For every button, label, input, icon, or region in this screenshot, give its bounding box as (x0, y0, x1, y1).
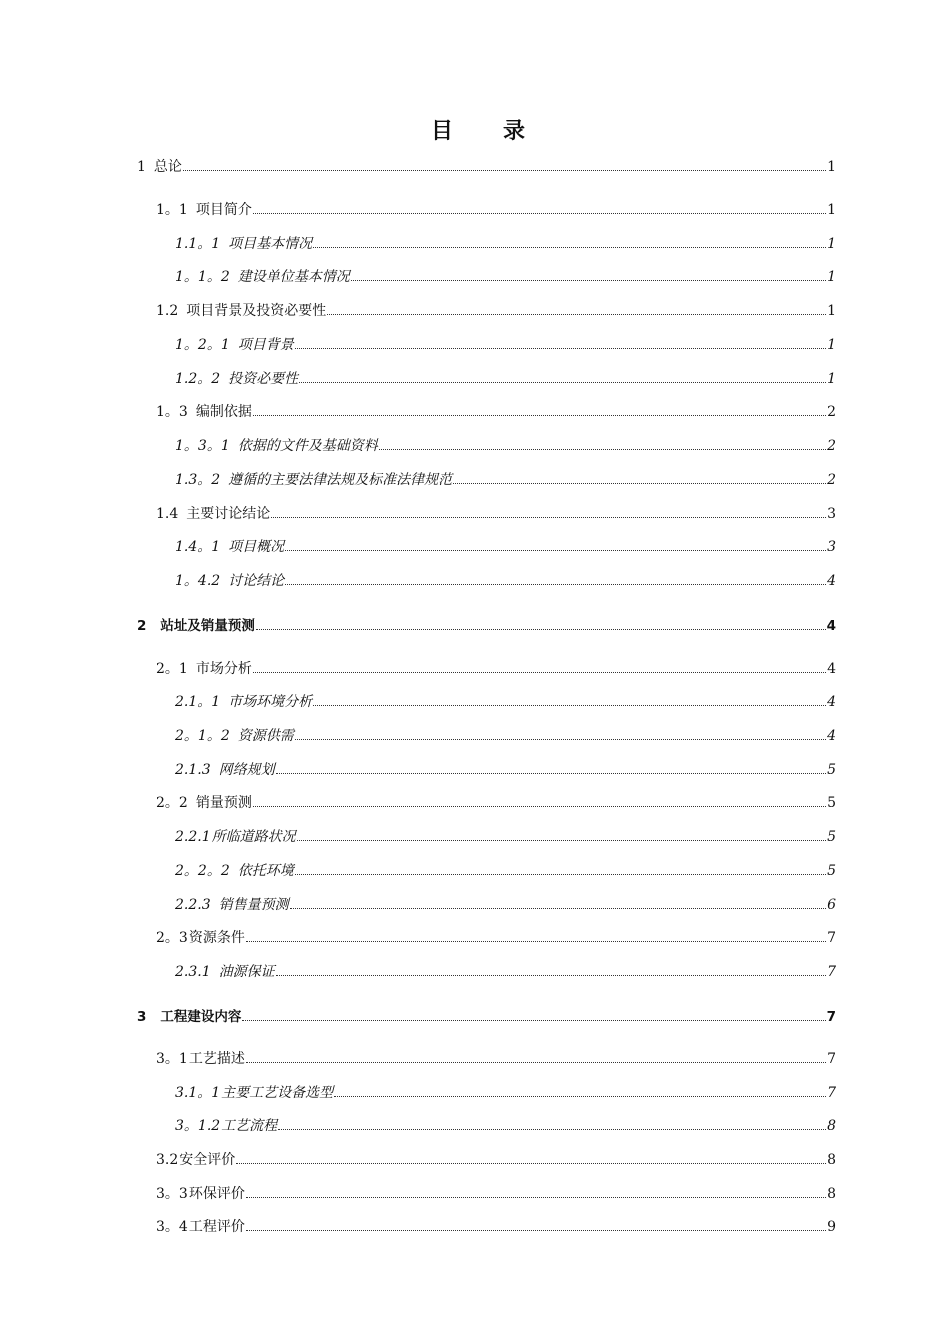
toc-entry-number: 2。3 (156, 930, 188, 946)
toc-entry-text: 项目背景 (237, 337, 294, 353)
toc-entry[interactable] (156, 300, 836, 322)
toc-entry[interactable] (175, 469, 836, 491)
toc-entry-page-number: 8 (827, 1186, 836, 1202)
toc-entry-text: 工程建设内容 (160, 1009, 242, 1025)
toc-entry-page-number: 8 (827, 1152, 836, 1168)
toc-entry-page-number: 9 (827, 1219, 836, 1235)
toc-entry-number: 1.4 (156, 506, 179, 522)
toc-entry[interactable] (156, 1216, 836, 1238)
toc-entry-text: 项目简介 (195, 202, 252, 218)
toc-entry-page-number: 1 (827, 337, 836, 353)
toc-entry-page-number: 4 (827, 728, 836, 744)
toc-entry-text: 工艺流程 (221, 1118, 278, 1134)
toc-entry-text: 站址及销量预测 (160, 618, 255, 634)
toc-entry-number: 2.1.3 (175, 762, 211, 778)
toc-dot-leader (313, 704, 826, 706)
toc-entry-page-number: 1 (827, 236, 836, 252)
toc-entry[interactable] (156, 1149, 836, 1171)
toc-dot-leader (246, 940, 826, 942)
toc-entry-text: 投资必要性 (228, 371, 299, 387)
toc-entry-page-number: 4 (826, 618, 836, 634)
toc-entry-page-number: 5 (827, 762, 836, 778)
toc-entry[interactable] (175, 368, 836, 390)
toc-entry-number: 2。2。2 (175, 863, 230, 879)
toc-entry-page-number: 1 (827, 202, 836, 218)
toc-entry-text: 建设单位基本情况 (237, 269, 350, 285)
toc-dot-leader (236, 1162, 826, 1164)
toc-entry[interactable] (156, 401, 836, 423)
toc-entry[interactable] (156, 1048, 836, 1070)
toc-entry-number: 1.2 (156, 303, 179, 319)
toc-dot-leader (183, 169, 826, 171)
toc-entry-number: 1 (137, 159, 146, 175)
toc-entry-text: 网络规划 (218, 762, 275, 778)
toc-dot-leader (453, 482, 826, 484)
toc-entry-page-number: 3 (827, 506, 836, 522)
toc-entry-page-number: 7 (827, 1085, 836, 1101)
toc-entry-number: 2.1。1 (175, 694, 221, 710)
toc-entry-text: 环保评价 (188, 1186, 245, 1202)
toc-dot-leader (299, 381, 826, 383)
toc-entry-page-number: 6 (827, 897, 836, 913)
toc-dot-leader (295, 347, 826, 349)
toc-entry[interactable] (175, 725, 836, 747)
toc-dot-leader (246, 1196, 826, 1198)
toc-dot-leader (327, 313, 826, 315)
toc-entry-page-number: 4 (827, 573, 836, 589)
toc-entry-page-number: 8 (827, 1118, 836, 1134)
toc-entry-number: 1。1。2 (175, 269, 230, 285)
toc-entry-number: 2.2.3 (175, 897, 211, 913)
toc-entry[interactable] (175, 691, 836, 713)
toc-entry-text: 项目基本情况 (228, 236, 313, 252)
toc-dot-leader (295, 738, 826, 740)
toc-entry-number: 3。4 (156, 1219, 188, 1235)
toc-entry[interactable] (175, 1115, 836, 1137)
toc-dot-leader (313, 246, 826, 248)
toc-entry-page-number: 7 (827, 964, 836, 980)
toc-entry[interactable] (156, 792, 836, 814)
toc-entry-page-number: 1 (827, 303, 836, 319)
toc-entry-text: 安全评价 (179, 1152, 236, 1168)
toc-entry-text: 依据的文件及基础资料 (237, 438, 378, 454)
toc-entry[interactable] (156, 199, 836, 221)
toc-entry-number: 1。3。1 (175, 438, 230, 454)
toc-entry[interactable] (137, 1005, 836, 1027)
toc-entry-number: 2 (137, 618, 147, 634)
toc-entry-text: 依托环境 (237, 863, 294, 879)
toc-entry-page-number: 3 (827, 539, 836, 555)
toc-entry-number: 1.1。1 (175, 236, 221, 252)
toc-dot-leader (351, 279, 826, 281)
toc-dot-leader (253, 414, 826, 416)
toc-entry-number: 1.2。2 (175, 371, 221, 387)
toc-entry[interactable] (175, 961, 836, 983)
toc-entry-page-number: 5 (827, 795, 836, 811)
toc-entry-text: 项目概况 (228, 539, 285, 555)
toc-entry-number: 3 (137, 1009, 147, 1025)
toc-entry-page-number: 2 (827, 438, 836, 454)
toc-entry-text: 工程评价 (188, 1219, 245, 1235)
toc-entry-text: 项目背景及投资必要性 (186, 303, 327, 319)
toc-entry-page-number: 7 (826, 1009, 836, 1025)
toc-entry-text: 市场环境分析 (228, 694, 313, 710)
toc-entry[interactable] (175, 233, 836, 255)
toc-entry-text: 资源条件 (188, 930, 245, 946)
toc-entry[interactable] (175, 826, 836, 848)
toc-entry-number: 1。2。1 (175, 337, 230, 353)
toc-entry-number: 2.2.1 (175, 829, 211, 845)
toc-entry-number: 3。1 (156, 1051, 188, 1067)
toc-dot-leader (253, 805, 826, 807)
toc-entry-text: 所临道路状况 (211, 829, 296, 845)
toc-entry-text: 销量预测 (195, 795, 252, 811)
toc-entry-page-number: 1 (827, 371, 836, 387)
toc-entry[interactable] (175, 894, 836, 916)
toc-dot-leader (379, 448, 826, 450)
toc-entry-page-number: 1 (827, 269, 836, 285)
toc-entry[interactable] (156, 503, 836, 525)
toc-entry-page-number: 7 (827, 930, 836, 946)
toc-entry-text: 工艺描述 (188, 1051, 245, 1067)
toc-entry[interactable] (156, 927, 836, 949)
toc-dot-leader (295, 873, 826, 875)
toc-dot-leader (297, 839, 826, 841)
toc-entry-text: 资源供需 (237, 728, 294, 744)
toc-dot-leader (285, 583, 826, 585)
toc-dot-leader (256, 628, 826, 630)
toc-entry-number: 1。4.2 (175, 573, 221, 589)
toc-entry-number: 2.3.1 (175, 964, 211, 980)
toc-entry-text: 讨论结论 (228, 573, 285, 589)
toc-entry-page-number: 7 (827, 1051, 836, 1067)
toc-entry-text: 主要讨论结论 (186, 506, 271, 522)
toc-entry-page-number: 2 (827, 404, 836, 420)
toc-entry[interactable] (175, 759, 836, 781)
toc-dot-leader (285, 549, 826, 551)
toc-dot-leader (276, 974, 826, 976)
toc-entry-text: 主要工艺设备选型 (221, 1085, 334, 1101)
toc-entry-number: 2。1 (156, 661, 188, 677)
toc-entry-page-number: 4 (827, 694, 836, 710)
toc-dot-leader (290, 907, 826, 909)
toc-entry-number: 1。1 (156, 202, 188, 218)
toc-entry[interactable] (137, 614, 836, 636)
toc-entry-number: 1.4。1 (175, 539, 221, 555)
toc-entry-text: 市场分析 (195, 661, 252, 677)
toc-title: 目 录 (430, 119, 539, 144)
toc-dot-leader (276, 772, 826, 774)
toc-entry-text: 编制依据 (195, 404, 252, 420)
toc-dot-leader (271, 516, 826, 518)
toc-entry-number: 3.1。1 (175, 1085, 221, 1101)
toc-dot-leader (246, 1061, 826, 1063)
toc-entry[interactable] (175, 860, 836, 882)
toc-entry[interactable] (156, 658, 836, 680)
toc-entry[interactable] (175, 1082, 836, 1104)
toc-entry-number: 2。1。2 (175, 728, 230, 744)
toc-entry-text: 遵循的主要法律法规及标准法律规范 (228, 472, 453, 488)
toc-entry-number: 3。3 (156, 1186, 188, 1202)
toc-dot-leader (334, 1095, 826, 1097)
toc-entry[interactable] (156, 1183, 836, 1205)
toc-entry-page-number: 4 (827, 661, 836, 677)
toc-entry[interactable] (175, 334, 836, 356)
toc-entry-text: 销售量预测 (218, 897, 289, 913)
toc-dot-leader (242, 1019, 825, 1021)
toc-entry[interactable] (175, 266, 836, 288)
toc-dot-leader (253, 671, 826, 673)
toc-entry[interactable] (175, 536, 836, 558)
toc-dot-leader (278, 1128, 826, 1130)
toc-entry-text: 油源保证 (218, 964, 275, 980)
toc-entry-text: 总论 (153, 159, 182, 175)
toc-entry-number: 1。3 (156, 404, 188, 420)
toc-entry-page-number: 1 (827, 159, 836, 175)
toc-entry-number: 1.3。2 (175, 472, 221, 488)
toc-entry-number: 3。1.2 (175, 1118, 221, 1134)
toc-entry-number: 3.2 (156, 1152, 179, 1168)
toc-entry[interactable] (137, 156, 836, 178)
toc-entry-page-number: 2 (827, 472, 836, 488)
toc-entry[interactable] (175, 570, 836, 592)
toc-entry-page-number: 5 (827, 863, 836, 879)
toc-entry-number: 2。2 (156, 795, 188, 811)
toc-dot-leader (246, 1229, 826, 1231)
toc-entry[interactable] (175, 435, 836, 457)
toc-dot-leader (253, 212, 826, 214)
toc-entry-page-number: 5 (827, 829, 836, 845)
